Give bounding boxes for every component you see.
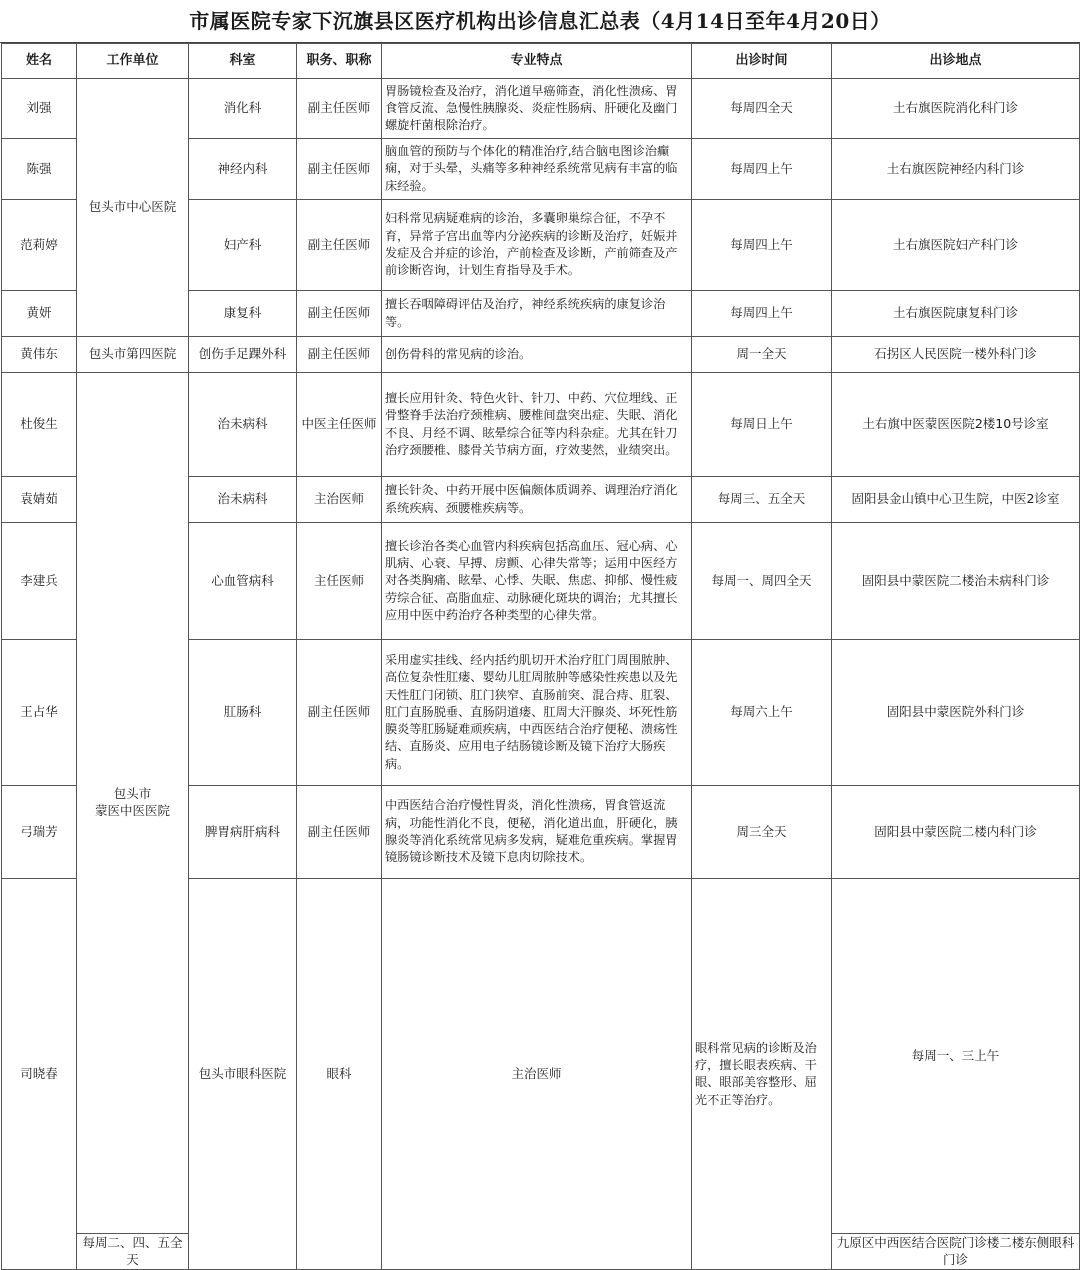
cell-location: 土右旗医院消化科门诊 <box>832 79 1080 139</box>
cell-dept: 消化科 <box>189 79 297 139</box>
cell-name: 王占华 <box>2 640 77 786</box>
cell-location: 土右旗中医蒙医医院2楼10号诊室 <box>832 373 1080 477</box>
cell-name: 黄妍 <box>2 291 77 337</box>
header-time: 出诊时间 <box>692 44 832 79</box>
cell-name: 李建兵 <box>2 523 77 640</box>
cell-name: 司晓春 <box>2 879 77 1270</box>
table-row <box>2 79 1080 139</box>
cell-dept: 心血管病科 <box>189 523 297 640</box>
cell-title: 副主任医师 <box>297 79 382 139</box>
cell-location: 石拐区人民医院一楼外科门诊 <box>832 337 1080 373</box>
cell-feature: 创伤骨科的常见病的诊治。 <box>382 337 692 373</box>
header-unit: 工作单位 <box>77 44 189 79</box>
cell-dept: 创伤手足踝外科 <box>189 337 297 373</box>
cell-dept: 脾胃病肝病科 <box>189 786 297 879</box>
cell-dept: 肛肠科 <box>189 640 297 786</box>
cell-dept: 治未病科 <box>189 373 297 477</box>
cell-title: 主治医师 <box>382 879 692 1270</box>
cell-dept: 神经内科 <box>189 139 297 200</box>
cell-time: 周一全天 <box>692 337 832 373</box>
schedule-table <box>1 43 1080 1270</box>
cell-location: 土右旗医院妇产科门诊 <box>832 200 1080 291</box>
cell-location: 土右旗医院神经内科门诊 <box>832 139 1080 200</box>
cell-time: 每周四全天 <box>692 79 832 139</box>
header-title: 职务、职称 <box>297 44 382 79</box>
cell-dept: 治未病科 <box>189 477 297 523</box>
header-row <box>2 44 1080 79</box>
cell-time: 每周三、五全天 <box>692 477 832 523</box>
cell-location: 土右旗医院康复科门诊 <box>832 291 1080 337</box>
cell-time: 每周四上午 <box>692 200 832 291</box>
unit-line-1: 包头市 <box>113 786 152 802</box>
cell-location: 固阳县中蒙医院二楼治未病科门诊 <box>832 523 1080 640</box>
cell-name: 黄伟东 <box>2 337 77 373</box>
cell-time: 每周二、四、五全天 <box>77 1234 189 1270</box>
cell-feature: 采用虚实挂线、经内括约肌切开术治疗肛门周围脓肿、高位复杂性肛瘘、婴幼儿肛周脓肿等感染性疾患以及先天性肛门闭锁、肛门狭窄、直肠前突、混合痔、肛裂、肛门直肠脱垂、直肠阴道瘘、肛周大汗腺炎、坏死性筋膜炎等肛肠疑难顽疾病，中西医结合治疗便秘、溃疡性结、直肠炎、应用电子结肠镜诊断及镜下治疗大肠疾病。 <box>382 640 692 786</box>
cell-time: 每周一、周四全天 <box>692 523 832 640</box>
cell-time: 周三全天 <box>692 786 832 879</box>
cell-unit: 包头市眼科医院 <box>189 879 297 1270</box>
cell-time: 每周一、三上午 <box>832 879 1080 1234</box>
cell-feature: 擅长应用针灸、特色火针、针刀、中药、穴位埋线、正骨整脊手法治疗颈椎病、腰椎间盘突出症、失眠、消化不良、月经不调、眩晕综合征等内科杂症。尤其在针刀治疗颈腰椎、膝骨关节病方面，疗效斐然，业绩突出。 <box>382 373 692 477</box>
cell-time: 每周日上午 <box>692 373 832 477</box>
cell-time: 每周六上午 <box>692 640 832 786</box>
cell-time: 每周四上午 <box>692 139 832 200</box>
table-row <box>2 337 1080 373</box>
unit-line-2: 蒙医中医医院 <box>94 803 170 819</box>
cell-name: 范莉婷 <box>2 200 77 291</box>
cell-title: 副主任医师 <box>297 291 382 337</box>
cell-feature: 擅长诊治各类心血管内科疾病包括高血压、冠心病、心肌病、心衰、早搏、房颤、心律失常等；运用中医经方对各类胸痛、眩晕、心悸、失眠、焦虑、抑郁、慢性疲劳综合征、高脂血症、动脉硬化斑块的调治；尤其擅长应用中医中药治疗各种类型的心律失常。 <box>382 523 692 640</box>
cell-feature: 妇科常见病疑难病的诊治，多囊卵巢综合征，不孕不育，异常子宫出血等内分泌疾病的诊断及治疗，妊娠并发症及合并症的诊治，产前检查及诊断，产前筛查及产前诊断咨询，计划生育指导及手术。 <box>382 200 692 291</box>
cell-name: 杜俊生 <box>2 373 77 477</box>
page-title: 市属医院专家下沉旗县区医疗机构出诊信息汇总表（4月14日至年4月20日） <box>0 0 1080 43</box>
cell-location: 固阳县金山镇中心卫生院，中医2诊室 <box>832 477 1080 523</box>
header-name: 姓名 <box>2 44 77 79</box>
cell-time: 每周四上午 <box>692 291 832 337</box>
cell-feature: 擅长针灸、中药开展中医偏颇体质调养、调理治疗消化系统疾病、颈腰椎疾病等。 <box>382 477 692 523</box>
cell-unit: 包头市第四医院 <box>77 337 189 373</box>
cell-feature: 眼科常见病的诊断及治疗，擅长眼表疾病、干眼、眼部美容整形、屈光不正等治疗。 <box>692 879 832 1270</box>
cell-name: 刘强 <box>2 79 77 139</box>
header-location: 出诊地点 <box>832 44 1080 79</box>
cell-unit <box>77 373 189 1234</box>
cell-title: 副主任医师 <box>297 786 382 879</box>
cell-location: 固阳县中蒙医院外科门诊 <box>832 640 1080 786</box>
cell-unit: 包头市中心医院 <box>77 79 189 337</box>
cell-name: 陈强 <box>2 139 77 200</box>
cell-name: 弓瑞芳 <box>2 786 77 879</box>
cell-title: 主任医师 <box>297 523 382 640</box>
cell-title: 副主任医师 <box>297 139 382 200</box>
cell-feature: 脑血管的预防与个体化的精准治疗,结合脑电图诊治癫痫，对于头晕，头痛等多种神经系统常见病有丰富的临床经验。 <box>382 139 692 200</box>
cell-title: 主治医师 <box>297 477 382 523</box>
cell-dept: 康复科 <box>189 291 297 337</box>
table-row <box>2 373 1080 477</box>
cell-feature: 胃肠镜检查及治疗，消化道早癌筛查，消化性溃疡、胃食管反流、急慢性胰腺炎、炎症性肠病、肝硬化及幽门螺旋杆菌根除治疗。 <box>382 79 692 139</box>
header-dept: 科室 <box>189 44 297 79</box>
header-feature: 专业特点 <box>382 44 692 79</box>
cell-title: 副主任医师 <box>297 200 382 291</box>
cell-location: 固阳县中蒙医院二楼内科门诊 <box>832 786 1080 879</box>
cell-title: 中医主任医师 <box>297 373 382 477</box>
cell-dept: 眼科 <box>297 879 382 1270</box>
cell-name: 袁婧茹 <box>2 477 77 523</box>
cell-feature: 擅长吞咽障碍评估及治疗，神经系统疾病的康复诊治等。 <box>382 291 692 337</box>
cell-location: 九原区中西医结合医院门诊楼二楼东侧眼科门诊 <box>832 1234 1080 1270</box>
cell-dept: 妇产科 <box>189 200 297 291</box>
cell-feature: 中西医结合治疗慢性胃炎，消化性溃疡，胃食管返流病，功能性消化不良，便秘，消化道出血，肝硬化，胰腺炎等消化系统常见病多发病，疑难危重疾病。掌握胃镜肠镜诊断技术及镜下息肉切除技术。 <box>382 786 692 879</box>
cell-title: 副主任医师 <box>297 640 382 786</box>
cell-title: 副主任医师 <box>297 337 382 373</box>
